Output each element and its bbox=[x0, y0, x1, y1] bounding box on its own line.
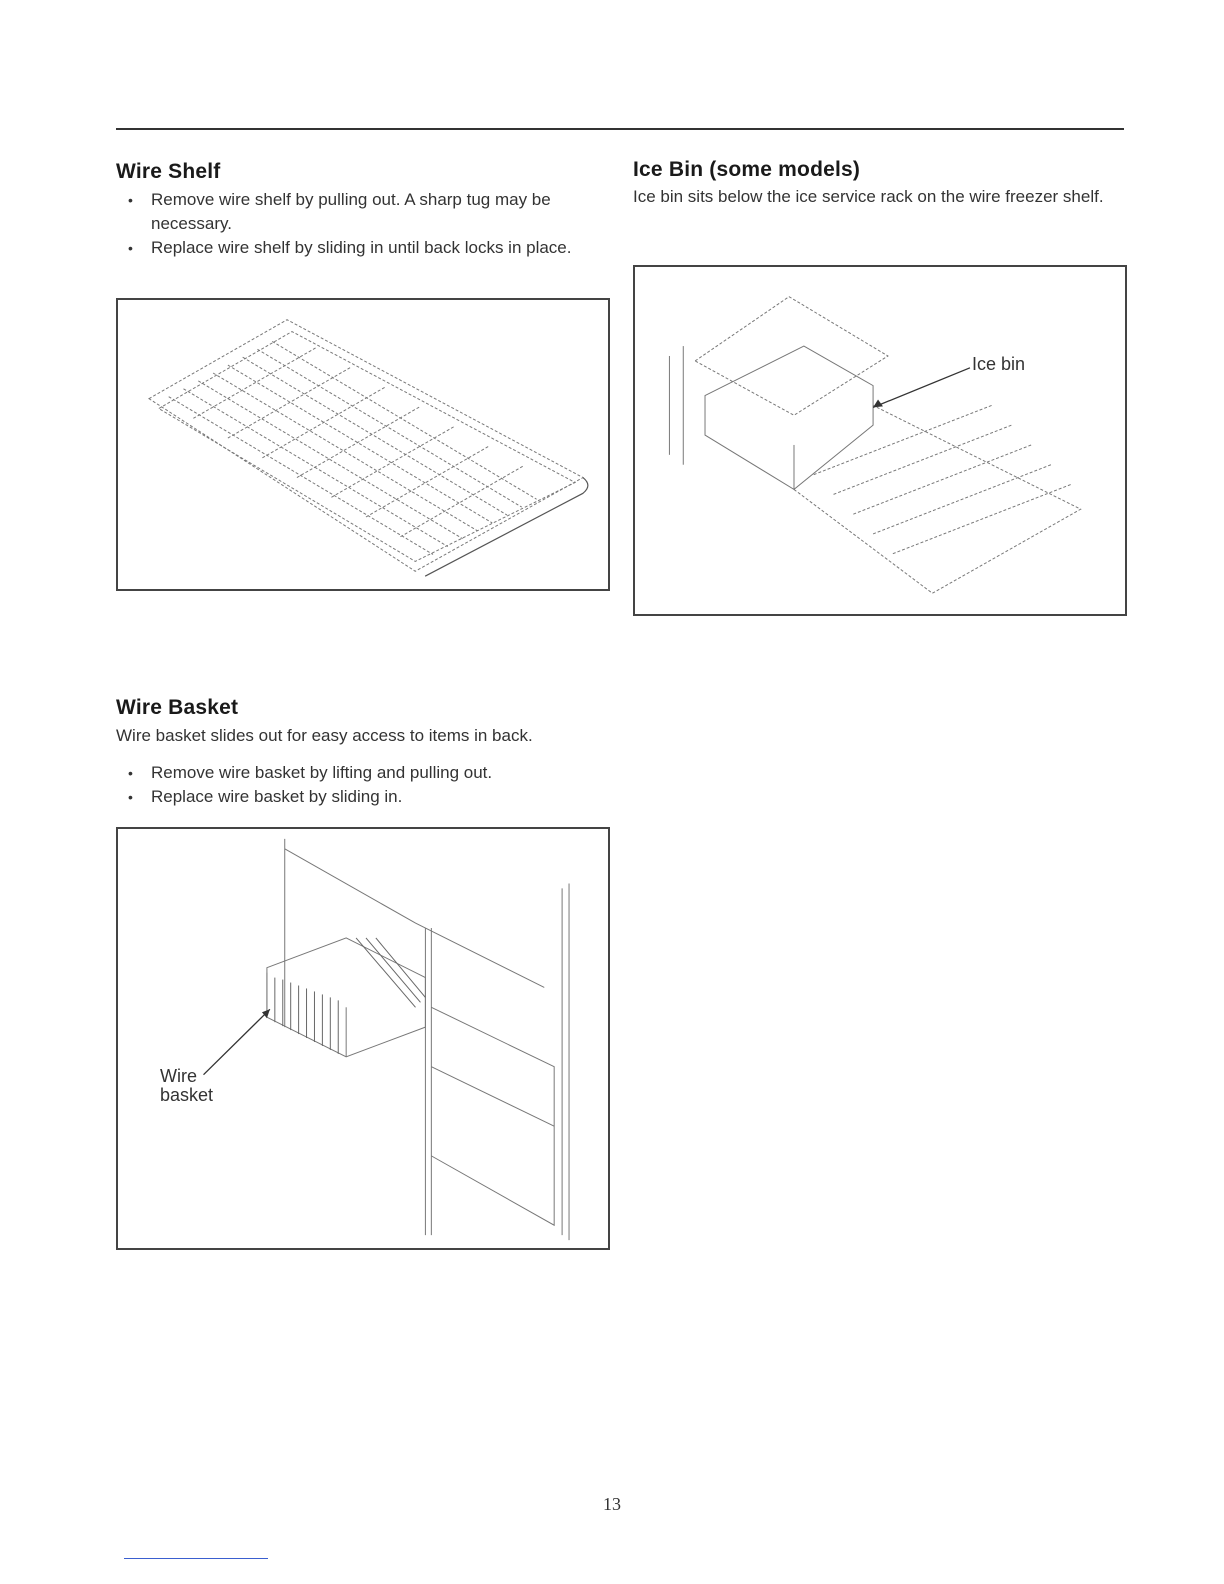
wire-shelf-section bbox=[116, 160, 596, 260]
wire-shelf-list bbox=[116, 188, 596, 260]
page-number: 13 bbox=[603, 1494, 621, 1514]
wire-basket-title: Wire Basket bbox=[116, 696, 239, 719]
wire-basket-section bbox=[116, 696, 611, 809]
ice-bin-text: Ice bin sits below the ice service rack on the wire freezer shelf. bbox=[633, 187, 1104, 206]
list-item: • Replace wire shelf by sliding in until back locks in place. bbox=[116, 236, 596, 260]
list-item: • Remove wire shelf by pulling out. A sharp tug may be necessary. bbox=[116, 188, 596, 236]
top-rule bbox=[116, 128, 1124, 130]
wire-basket-callout bbox=[160, 1067, 213, 1105]
wire-shelf-title: Wire Shelf bbox=[116, 160, 221, 183]
ice-bin-callout: Ice bin bbox=[972, 354, 1026, 374]
list-item: • Remove wire basket by lifting and pulling out. bbox=[116, 761, 611, 785]
ice-bin-illustration bbox=[633, 265, 1127, 616]
wire-basket-illustration bbox=[116, 827, 610, 1250]
wire-basket-list bbox=[116, 761, 611, 809]
ice-bin-drawing bbox=[635, 267, 1125, 614]
ice-bin-section bbox=[633, 158, 1128, 208]
wire-shelf-illustration bbox=[116, 298, 610, 591]
wire-basket-callout-line1: Wire bbox=[160, 1066, 197, 1086]
bottom-link-underline bbox=[124, 1558, 268, 1559]
wire-basket-drawing bbox=[118, 829, 608, 1248]
ice-bin-title: Ice Bin (some models) bbox=[633, 158, 861, 181]
list-item: • Replace wire basket by sliding in. bbox=[116, 785, 611, 809]
wire-shelf-drawing bbox=[118, 300, 608, 589]
wire-basket-text: Wire basket slides out for easy access to items in back. bbox=[116, 726, 533, 745]
wire-basket-callout-line2: basket bbox=[160, 1085, 214, 1105]
